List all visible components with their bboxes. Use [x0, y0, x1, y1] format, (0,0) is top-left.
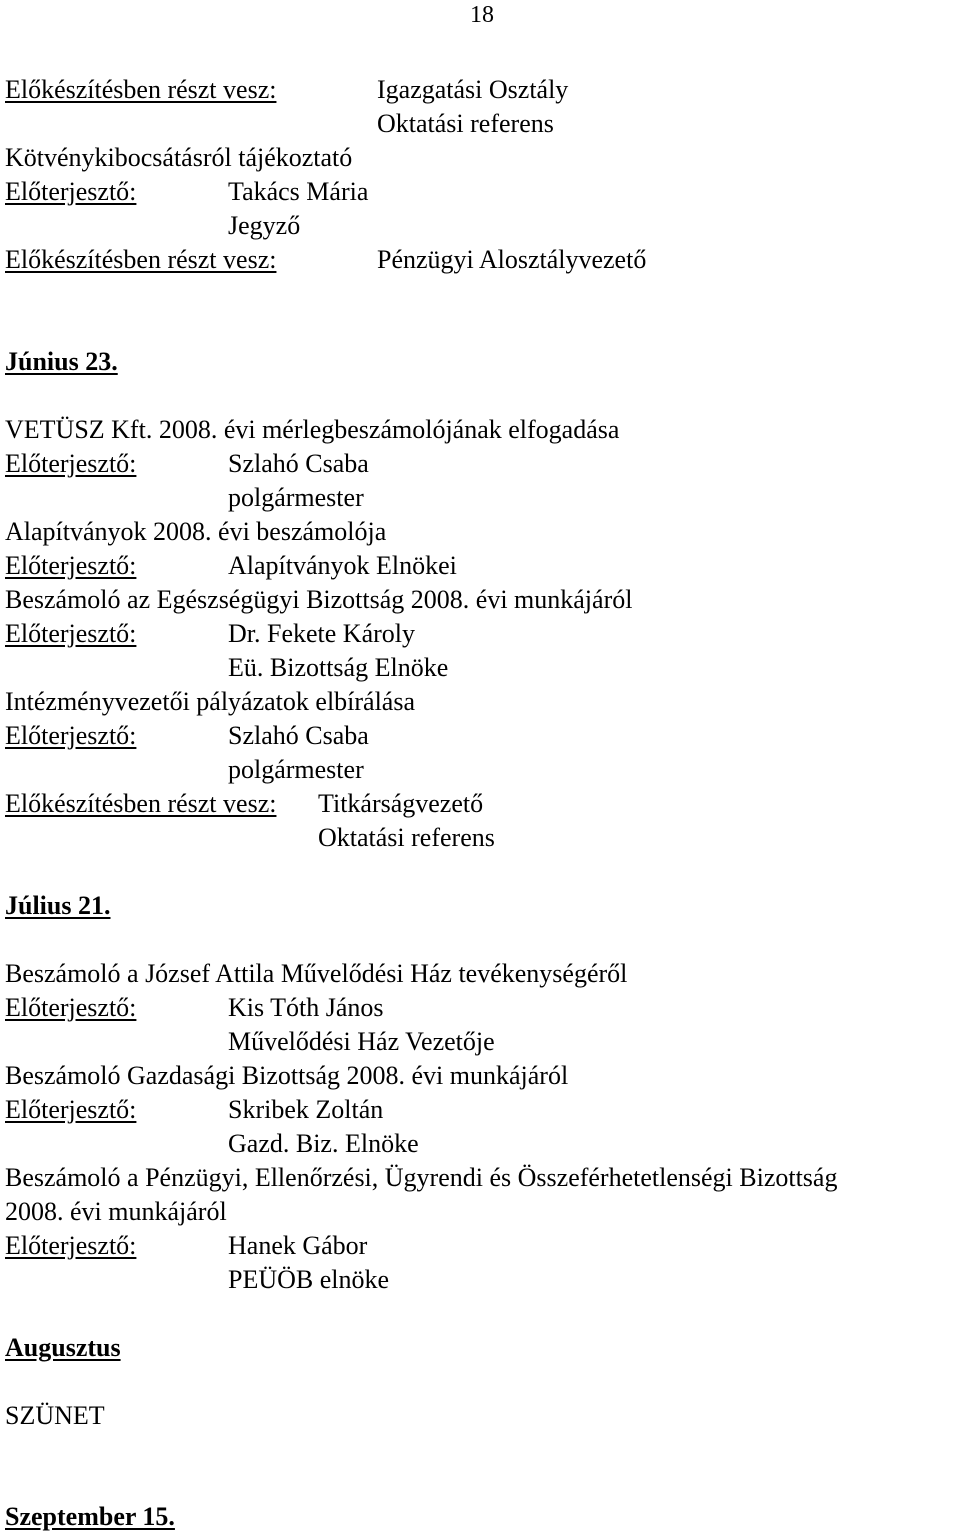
presenter-label: Előterjesztő: — [5, 1231, 137, 1260]
presenter-name: Alapítványok Elnökei — [228, 551, 457, 580]
presenter-label: Előterjesztő: — [5, 993, 137, 1022]
prep-label: Előkészítésben részt vesz: — [5, 245, 277, 274]
prep-label: Előkészítésben részt vesz: — [5, 75, 277, 104]
presenter-label: Előterjesztő: — [5, 177, 137, 206]
section-heading-september: Szeptember 15. — [5, 1502, 175, 1531]
presenter-name: Hanek Gábor — [228, 1231, 368, 1260]
prep-label: Előkészítésben részt vesz: — [5, 789, 277, 818]
presenter-label: Előterjesztő: — [5, 551, 137, 580]
presenter-name: Szlahó Csaba — [228, 721, 369, 750]
agenda-item-title: Beszámoló a Pénzügyi, Ellenőrzési, Ügyrendi és Összeférhetetlenségi Bizottság — [5, 1163, 838, 1192]
agenda-item-title: Alapítványok 2008. évi beszámolója — [5, 517, 387, 546]
presenter-label: Előterjesztő: — [5, 721, 137, 750]
presenter-label: Előterjesztő: — [5, 1095, 137, 1124]
presenter-role: polgármester — [228, 483, 364, 512]
presenter-label: Előterjesztő: — [5, 619, 137, 648]
presenter-role: Gazd. Biz. Elnöke — [228, 1129, 419, 1158]
prep-value: Oktatási referens — [377, 109, 554, 138]
presenter-role: polgármester — [228, 755, 364, 784]
prep-value: Pénzügyi Alosztályvezető — [377, 245, 647, 274]
prep-value: Oktatási referens — [318, 823, 495, 852]
agenda-item-title: Beszámoló Gazdasági Bizottság 2008. évi munkájáról — [5, 1061, 569, 1090]
agenda-item-title: Beszámoló a József Attila Művelődési Ház tevékenységéről — [5, 959, 628, 988]
agenda-item-title: VETÜSZ Kft. 2008. évi mérlegbeszámolójának elfogadása — [5, 415, 620, 444]
agenda-item-title: Intézményvezetői pályázatok elbírálása — [5, 687, 416, 716]
presenter-name: Szlahó Csaba — [228, 449, 369, 478]
agenda-item-title: Beszámoló az Egészségügyi Bizottság 2008. évi munkájáról — [5, 585, 633, 614]
recess-note: SZÜNET — [5, 1401, 105, 1430]
presenter-role: Eü. Bizottság Elnöke — [228, 653, 449, 682]
agenda-item-title: Kötvénykibocsátásról tájékoztató — [5, 143, 353, 172]
prep-value: Igazgatási Osztály — [377, 75, 569, 104]
section-heading-june: Június 23. — [5, 347, 118, 376]
presenter-label: Előterjesztő: — [5, 449, 137, 478]
presenter-role: PEÜÖB elnöke — [228, 1265, 390, 1294]
presenter-name: Takács Mária — [228, 177, 369, 206]
presenter-name: Dr. Fekete Károly — [228, 619, 416, 648]
section-heading-july: Július 21. — [5, 891, 111, 920]
presenter-role: Művelődési Ház Vezetője — [228, 1027, 495, 1056]
prep-value: Titkárságvezető — [318, 789, 484, 818]
presenter-name: Skribek Zoltán — [228, 1095, 384, 1124]
section-heading-august: Augusztus — [5, 1333, 121, 1362]
presenter-name: Kis Tóth János — [228, 993, 384, 1022]
presenter-role: Jegyző — [228, 211, 301, 240]
page-number: 18 — [470, 2, 494, 28]
agenda-item-title-continued: 2008. évi munkájáról — [5, 1197, 227, 1226]
